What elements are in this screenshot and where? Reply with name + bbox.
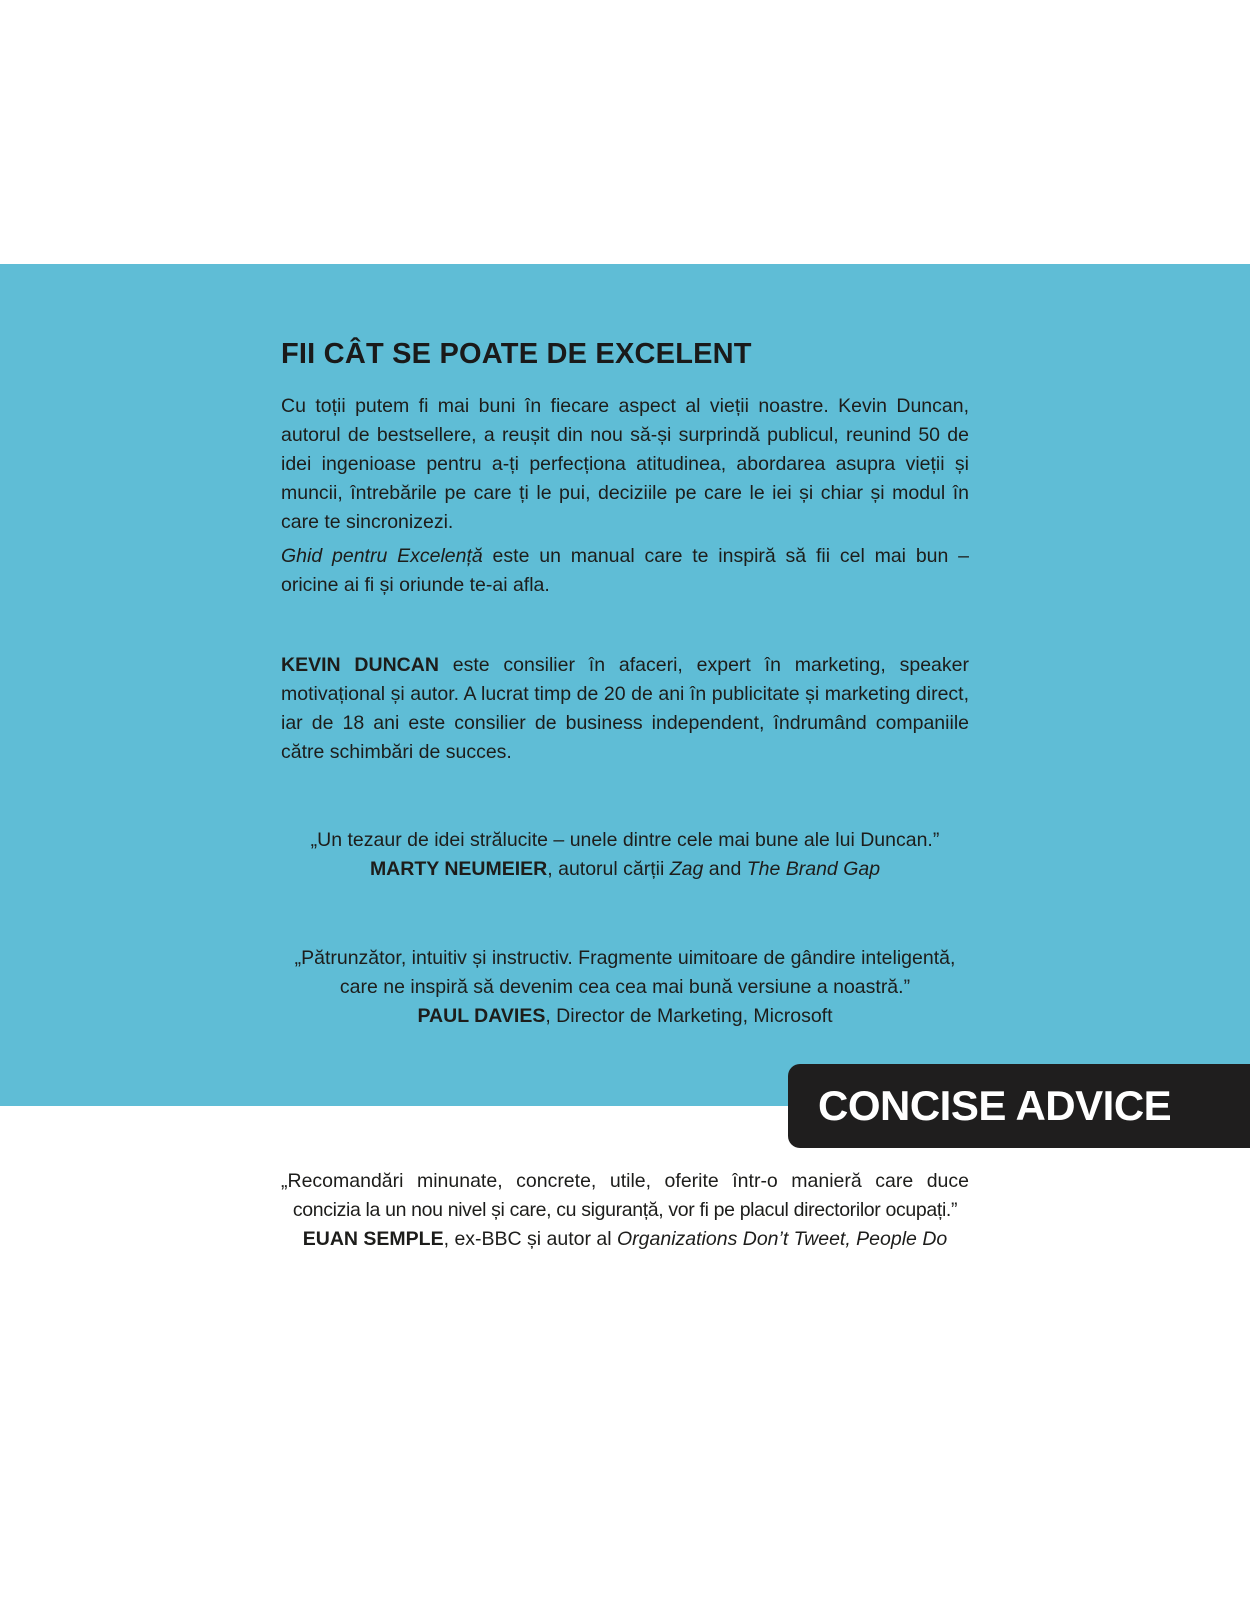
quote-attribution — [281, 855, 969, 884]
author-bio — [281, 651, 969, 767]
quote-semple — [281, 1167, 969, 1254]
quote-author: EUAN SEMPLE — [302, 1228, 444, 1250]
book-title: Ghid pentru Excelență — [281, 545, 483, 567]
quote-text-line: „Recomandări minunate, concrete, utile, oferite într-o manieră care duce — [281, 1170, 969, 1192]
quote-text-line: care ne inspiră să devenim cea cea mai bună versiune a noastră.” — [339, 976, 911, 998]
work-title: Zag — [669, 858, 704, 880]
quote-attribution — [281, 1225, 969, 1254]
quote-neumeier — [281, 826, 969, 884]
intro-paragraph: Cu toții putem fi mai buni în fiecare aspect al vieții noastre. Kevin Duncan, autorul de bestsellere, a reușit din nou să-și surprindă publicul, reunind 50 de idei ingenioase pentru a-ți perfecționa atitudinea, abordarea asupra vieții și muncii, întrebările pe care ți le pui, deciziile pe care le iei și chiar și modul în care te sincronizezi. — [281, 395, 969, 533]
attribution-text: , ex-BBC și autor al — [443, 1228, 618, 1250]
author-bio-text: este consilier în afaceri, expert în marketing, speaker motivațional și autor. A lucrat timp de 20 de ani în publicitate și marketing direct, iar de 18 ani este consilier de business independent, îndrumând companiile către schimbări de succes. — [281, 654, 969, 763]
work-title: The Brand Gap — [746, 858, 881, 880]
work-title: Organizations Don’t Tweet, People Do — [617, 1228, 948, 1250]
quote-davies — [281, 944, 969, 1031]
author-name: KEVIN DUNCAN — [281, 654, 439, 676]
intro-paragraph-2 — [281, 542, 969, 600]
badge-label: CONCISE ADVICE — [818, 1082, 1172, 1129]
attribution-text: , Director de Marketing, Microsoft — [545, 1005, 833, 1027]
concise-advice-badge — [788, 1064, 1250, 1148]
attribution-text: and — [703, 858, 747, 880]
page-title: FII CÂT SE POATE DE EXCELENT — [281, 338, 752, 370]
quote-author: MARTY NEUMEIER — [369, 858, 548, 880]
quote-text: „Un tezaur de idei strălucite – unele dintre cele mai bune ale lui Duncan.” — [310, 829, 940, 851]
quote-text-line: concizia la un nou nivel și care, cu siguranță, vor fi pe placul directorilor ocupați.” — [292, 1199, 958, 1221]
attribution-text: , autorul cărții — [547, 858, 670, 880]
quote-attribution — [281, 1002, 969, 1031]
quote-author: PAUL DAVIES — [417, 1005, 546, 1027]
intro-paragraph-2-text: este un manual care te inspiră să fii cel mai bun – oricine ai fi și oriunde te-ai afla. — [281, 545, 970, 596]
quote-text-line: „Pătrunzător, intuitiv și instructiv. Fragmente uimitoare de gândire inteligentă, — [294, 947, 956, 969]
